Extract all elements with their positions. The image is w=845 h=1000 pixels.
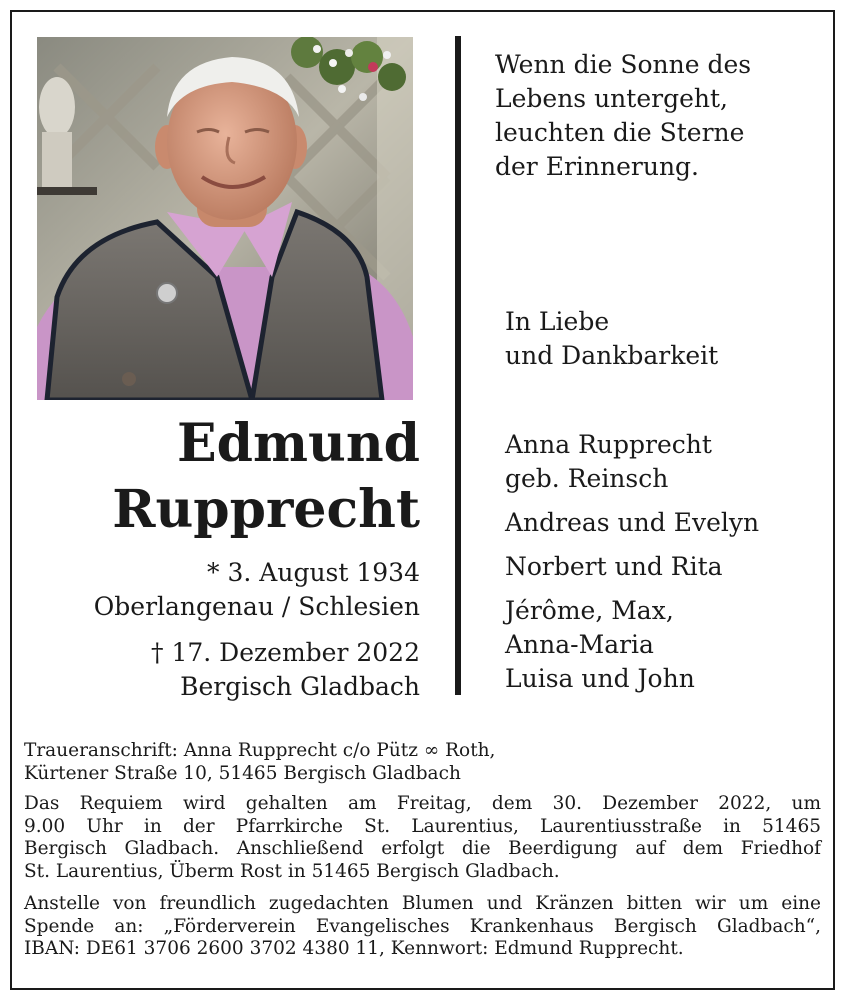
dedication-line: und Dankbarkeit <box>505 341 719 370</box>
family-member: Andreas und Evelyn <box>505 508 760 537</box>
quote-line: leuchten die Sterne <box>495 118 745 147</box>
address-line: Kürtener Straße 10, 51465 Bergisch Gladbach <box>24 762 461 784</box>
deceased-last-name: Rupprecht <box>112 479 420 540</box>
family-member: Anna Rupprecht <box>505 430 712 459</box>
quote-line: Lebens untergeht, <box>495 84 728 113</box>
family-member: Jérôme, Max, <box>505 596 674 625</box>
deceased-first-name: Edmund <box>177 413 420 474</box>
address-block <box>24 740 821 785</box>
quote-line: Wenn die Sonne des <box>495 50 752 79</box>
requiem-block <box>24 793 821 883</box>
family-member-note: geb. Reinsch <box>505 464 669 493</box>
dedication-line: In Liebe <box>505 307 610 336</box>
donation-block <box>24 893 821 961</box>
requiem-line: 9.00 Uhr in der Pfarrkirche St. Laurentius, Laurentiusstraße in 51465 <box>24 815 821 837</box>
requiem-line: Das Requiem wird gehalten am Freitag, dem 30. Dezember 2022, um <box>24 793 821 814</box>
vertical-divider <box>455 36 461 695</box>
memorial-quote <box>495 48 815 184</box>
donation-line: IBAN: DE61 3706 2600 3702 4380 11, Kennwort: Edmund Rupprecht. <box>24 938 684 959</box>
birth-date: * 3. August 1934 <box>207 558 420 587</box>
family-member: Anna-Maria <box>505 630 654 659</box>
family-list <box>505 428 759 696</box>
quote-line: der Erinnerung. <box>495 152 699 181</box>
death-date: † 17. Dezember 2022 <box>151 638 420 667</box>
portrait-photo <box>37 37 413 400</box>
requiem-line: Bergisch Gladbach. Anschließend erfolgt die Beerdigung auf dem Friedhof <box>24 838 821 859</box>
death-place: Bergisch Gladbach <box>180 672 420 701</box>
birth-place: Oberlangenau / Schlesien <box>93 592 420 621</box>
family-member: Norbert und Rita <box>505 552 723 581</box>
dedication <box>505 305 718 373</box>
address-line: Traueranschrift: Anna Rupprecht c/o Pütz ∞ Roth, <box>24 740 496 761</box>
requiem-line: St. Laurentius, Überm Rost in 51465 Bergisch Gladbach. <box>24 860 560 882</box>
donation-line: Anstelle von freundlich zugedachten Blumen und Kränzen bitten wir um eine <box>24 893 821 914</box>
family-member: Luisa und John <box>505 664 695 693</box>
life-dates <box>94 556 420 704</box>
donation-line: Spende an: „Förderverein Evangelisches Krankenhaus Bergisch Gladbach“, <box>24 915 821 937</box>
